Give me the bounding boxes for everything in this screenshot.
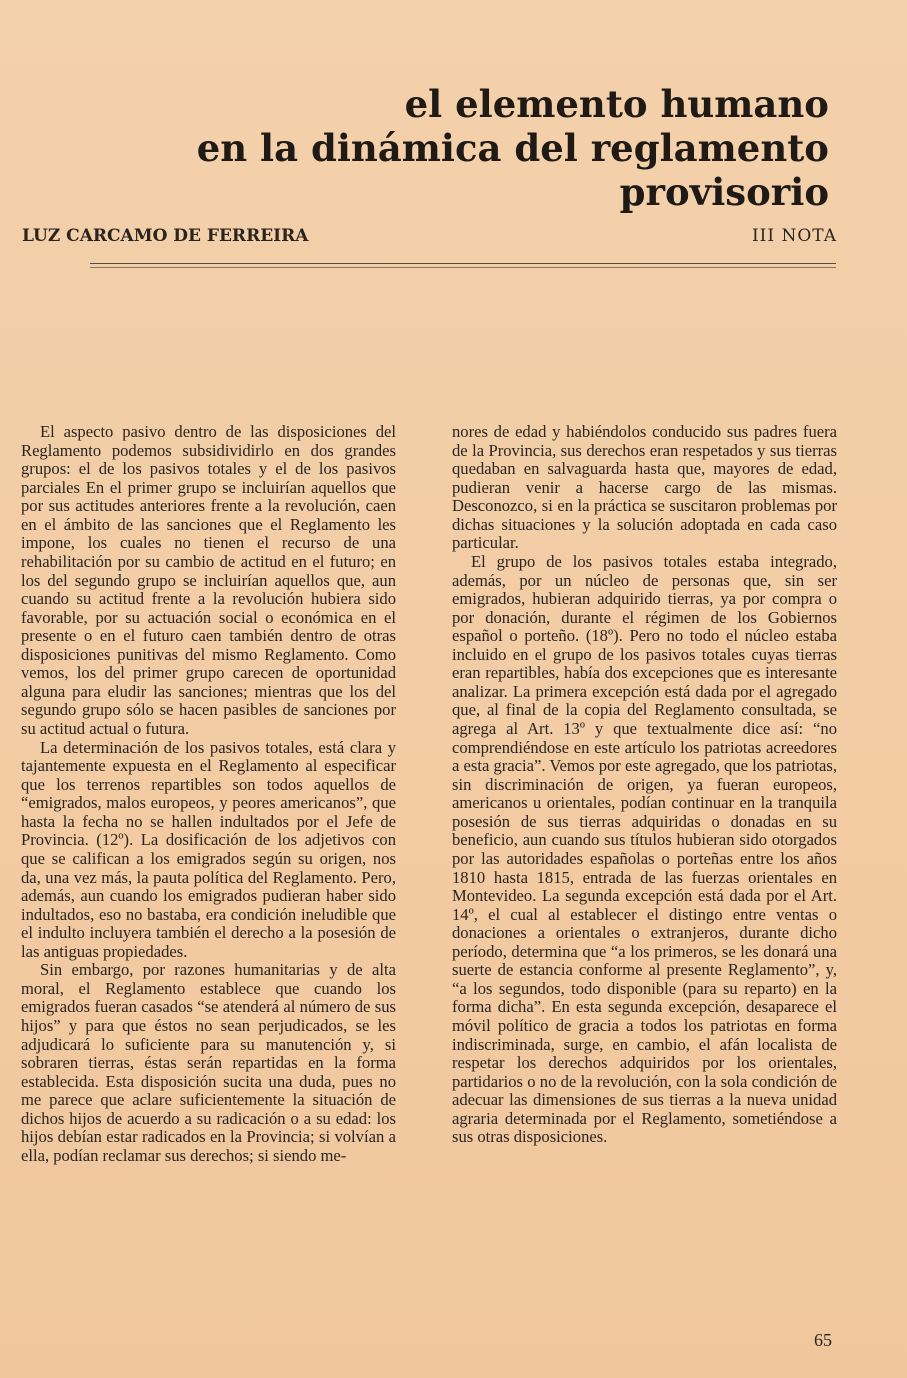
byline xyxy=(22,226,837,250)
paragraph: La determinación de los pasivos totales, está clara y tajantemente expuesta en el Reglamento al especificar que los terrenos repartibles son todos aquellos de “emigrados, malos europeos, y peores americanos”, que hasta la fecha no se hallen indultados por el Jefe de Provincia. (12º). La dosificación de los adjetivos con que se califican a los emigrados según su origen, nos da, una vez más, la pauta política del Reglamento. Pero, además, aun cuando los emigrados pudieran haber sido indultados, eso no bastaba, era condición ineludible que el indulto incluyera también el derecho a la posesión de las antiguas propiedades. xyxy=(21,737,396,961)
note-label: III NOTA xyxy=(751,226,837,246)
article-title xyxy=(0,82,829,214)
author-name: LUZ CARCAMO DE FERREIRA xyxy=(22,226,309,246)
header-divider xyxy=(90,263,836,264)
text-column-right xyxy=(452,423,837,1147)
text-column-left xyxy=(21,423,396,1166)
paragraph: nores de edad y habiéndolos conducido sus padres fuera de la Provincia, sus derechos eran respetados y sus tierras quedaban en salvaguarda hasta que, mayores de edad, pudieran venir a hacerse cargo de las mismas. Desconozco, si en la práctica se suscitaron problemas por dichas situaciones y la solución adoptada en cada caso particular. xyxy=(452,422,837,553)
page-number: 65 xyxy=(814,1330,832,1350)
paragraph: Sin embargo, por razones humanitarias y de alta moral, el Reglamento establece que cuando los emigrados fueran casados “se atenderá al número de sus hijos” y para que éstos no sean perjudicados, se les adjudicará lo suficiente para su manutención y, si sobraren tierras, éstas serán repartidas en la forma establecida. Esta disposición sucita una duda, pues no me parece que aclare suficientemente la situación de dichos hijos de acuerdo a su radicación o a su edad: los hijos debían estar radicados en la Provincia; si volvían a ella, podían reclamar sus derechos; si siendo me- xyxy=(21,960,396,1165)
paragraph: El grupo de los pasivos totales estaba integrado, además, por un núcleo de personas que, sin ser emigrados, hubieran adquirido tierras, ya por compra o por donación, durante el régimen de los Gobiernos español o porteño. (18º). Pero no todo el núcleo estaba incluido en el grupo de los pasivos totales cuyas tierras eran repartibles, había dos excepciones que es interesante analizar. La primera excepción está dada por el agregado que, al final de la copia del Reglamento consultada, se agrega al Art. 13º y que textualmente dice así: “no comprendiéndose en este artículo los patriotas acreedores a esta gracia”. Vemos por este agregado, que los patriotas, sin discriminación de origen, ya fueran europeos, americanos u orientales, podían continuar en la tranquila posesión de sus tierras adquiridas o donadas en su beneficio, aun cuando sus títulos hubieran sido otorgados por las autoridades españolas o porteñas entre los años 1810 hasta 1815, entrada de las fuerzas orientales en Montevideo. La segunda excepción está dada por el Art. 14º, el cual al establecer el distingo entre ventas o donaciones a orientales o extranjeros, durante dicho período, determina que “a los primeros, se les donará una suerte de estancia conforme al presente Reglamento”, y, “a los segundos, todo disponible (para su reparto) en la forma dicha”. En esta segunda excepción, desaparece el móvil político de gracia a todos los patriotas en forma indiscriminada, surge, en cambio, el afán localista de respetar los derechos adquiridos por los orientales, partidarios o no de la revolución, con la sola condición de adecuar las dimensiones de sus tierras a la nueva unidad agraria determinada por el Reglamento, sometiéndose a sus otras disposiciones. xyxy=(452,551,837,1147)
title-line-2: en la dinámica del reglamento provisorio xyxy=(196,126,829,214)
header-divider-secondary xyxy=(90,267,836,268)
title-line-1: el elemento humano xyxy=(404,82,829,126)
paragraph: El aspecto pasivo dentro de las disposiciones del Reglamento podemos subsidividirlo en dos grandes grupos: el de los pasivos totales y el de los pasivos parciales En el primer grupo se incluirían aquellos que por sus actitudes anteriores frente a la revolución, caen en el ámbito de las sanciones que el Reglamento les impone, los cuales no tienen el recurso de una rehabilitación por su cambio de actitud en el futuro; en los del segundo grupo se incluirían aquellos que, aun cuando su actitud frente a la revolución hubiera sido favorable, por su actuación social o económica en el presente o en el futuro caen también dentro de otras disposiciones punitivas del mismo Reglamento. Como vemos, los del primer grupo carecen de oportunidad alguna para eludir las sanciones; mientras que los del segundo grupo sólo se hacen pasibles de sanciones por su actitud actual o futura. xyxy=(21,422,396,738)
